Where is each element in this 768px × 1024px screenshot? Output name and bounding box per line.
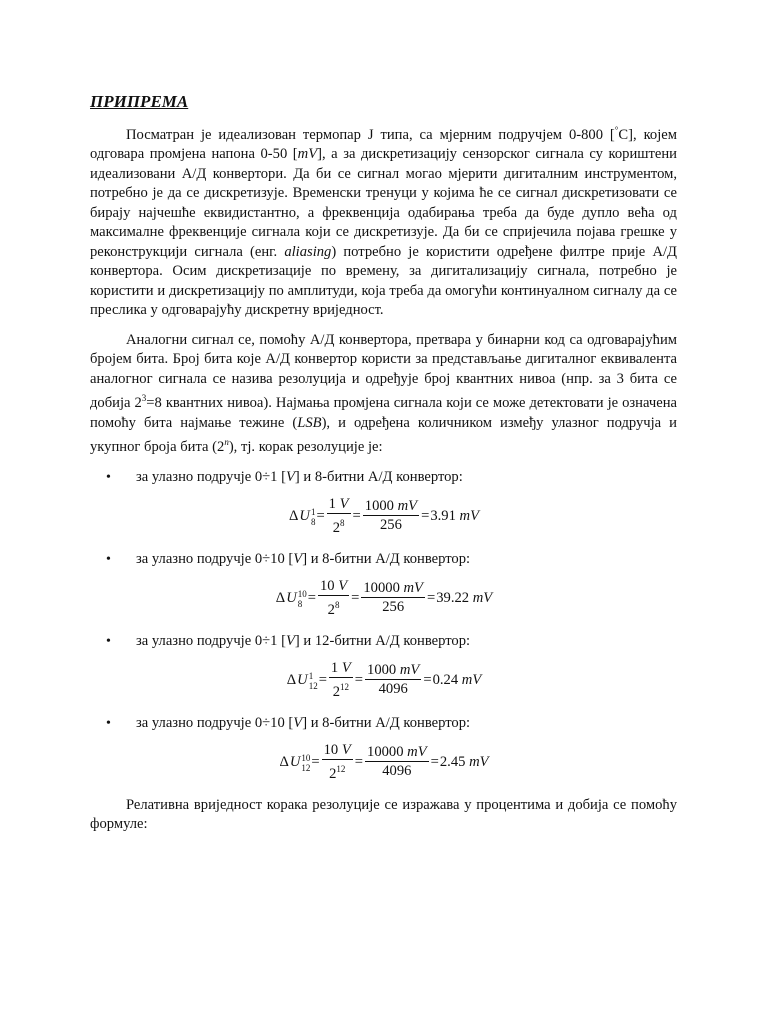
document-page bbox=[90, 92, 677, 845]
list-item: • за улазно подручје 0÷1 [V] и 8-битни А/Д конвертор: bbox=[90, 468, 677, 488]
list-item: • за улазно подручје 0÷10 [V] и 8-битни А/Д конвертор: bbox=[90, 714, 677, 734]
equation: Δ U 10 8 = $\frac{10 V}{2^8}$ = $\frac{10000 mV}{256}$ = 39.22 mV bbox=[275, 577, 493, 618]
list-item: • за улазно подручје 0÷1 [V] и 12-битни А/Д конвертор: bbox=[90, 632, 677, 652]
paragraph-resolution: Аналогни сигнал се, помоћу А/Д конвертора, претвара у бинарни код са одговарајућим бројем бита. Број бита које А/Д конвертор користи за представљање дигиталног еквивалента аналогног сигнала се назива резолуција и одређује број квантних нивоа (нпр. за 3 бита се добија $2^3=8$ квантних нивоа). Најмања промјена сигнала који се може детектовати је означена помоћу бита најмање тежине (LSB), и одређена количником између улазног подручја и укупног броја бита (2$^n$), тј. корак резолуције је: bbox=[90, 331, 677, 456]
equation: Δ U 1 8 = $\frac{1 V}{2^8}$ = $\frac{1000 mV}{256}$ = 3.91 mV bbox=[289, 495, 479, 536]
equation: Δ U 10 12 = $\frac{10 V}{2^{12}}$ = $\frac{10000 mV}{4096}$ = 2.45 mV bbox=[279, 741, 489, 782]
list-item: • за улазно подручје 0÷10 [V] и 8-битни А/Д конвертор: bbox=[90, 550, 677, 570]
degree-symbol: ° bbox=[614, 125, 619, 135]
page-title: ПРИПРЕМА bbox=[90, 92, 189, 111]
paragraph-intro: Посматран је идеализован термопар J типа, са мјерним подручјем 0-800 [°C], којем одговара промјена напона 0-50 [mV], а за дискретизацију сензорског сигнала су кориштени идеализовани А/Д конвертори. Да би се сигнал могао мјерити дигиталним инструментом, потребно је да се дискретизује. Временски тренуци у којима ће се сигнал дискретизовати се бирају најчешће еквидистантно, а фреквенција одабирања треба да буде дупло већа од максималне фреквенције сигнала који се дискретизује. Да би се спријечила појава грешке у реконструкцији сигнала (енг. aliasing) потребно је користити одређене филтре прије А/Д конвертора. Осим дискретизације по времену, за дигитализацију сигнала, потребно је користити и дискретизацију по амплитуди, која треба да омогући континуалном сигналу да се преслика у одговарајућу дискретну вриједност. bbox=[90, 125, 677, 319]
bullet-icon: • bbox=[106, 469, 111, 485]
formula-list bbox=[90, 468, 677, 786]
paragraph-relative: Релативна вриједност корака резолуције се изражава у процентима и добија се помоћу формуле: bbox=[90, 796, 677, 833]
equation: Δ U 1 12 = $\frac{1 V}{2^{12}}$ = $\frac{1000 mV}{4096}$ = 0.24 mV bbox=[286, 659, 482, 700]
bullet-icon: • bbox=[106, 633, 111, 649]
bullet-icon: • bbox=[106, 551, 111, 567]
bullet-icon: • bbox=[106, 715, 111, 731]
